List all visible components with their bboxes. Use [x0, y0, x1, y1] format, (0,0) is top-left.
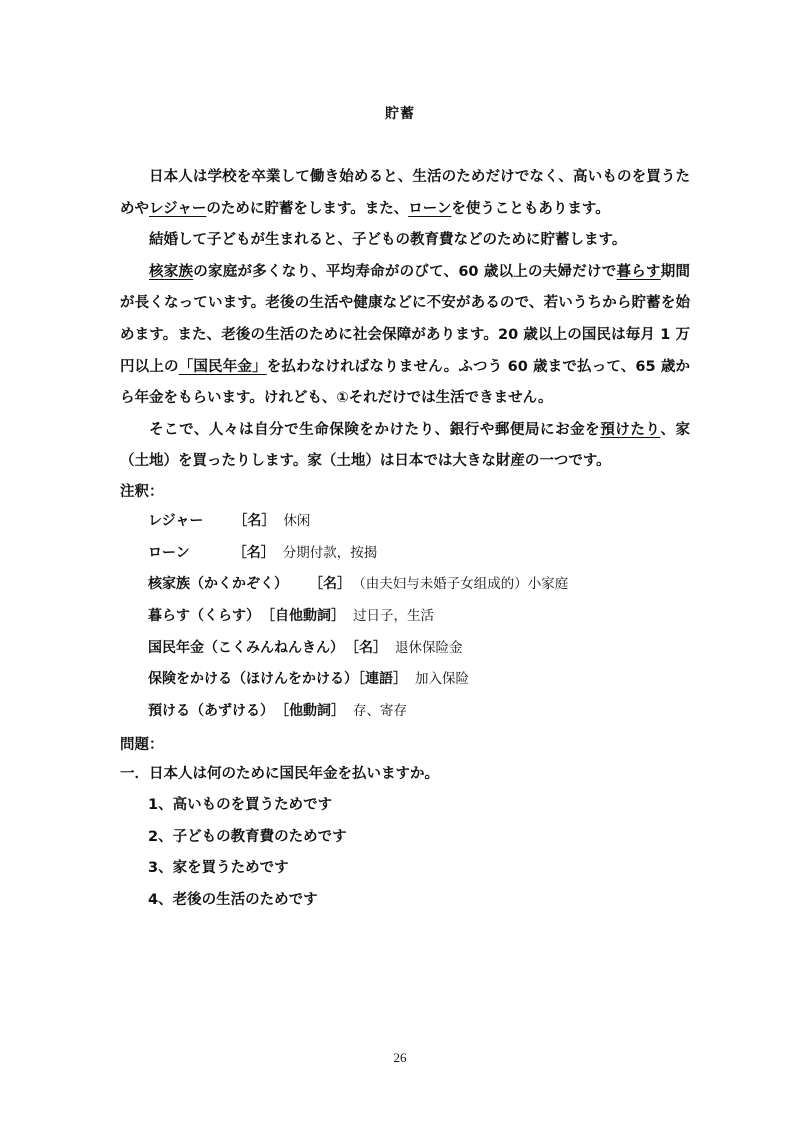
underlined-term: 「国民年金」 — [178, 358, 267, 375]
note-meaning: （由夫妇与未婚子女组成的）小家庭 — [359, 576, 569, 593]
notes-heading: 注釈： — [120, 484, 164, 500]
note-item — [148, 569, 688, 601]
note-meaning: 过日子，生活 — [353, 608, 434, 625]
text-run: 期間が長くなっています。老後の生活や健康などに不安があるので、若いうちから貯蓄を始めます。また、老後の生活のために社会保障があります。20 歳以上の国民は毎月 1 万円以上の — [120, 263, 691, 375]
underlined-term: 核家族 — [149, 263, 194, 280]
note-meaning: 退休保险金 — [395, 639, 463, 656]
notes-list — [148, 506, 688, 728]
note-item — [148, 538, 688, 570]
text-run: 日本人は学校を卒業して働き始めると、生活のためだけでなく、高いものを買うため — [120, 169, 690, 217]
note-part-of-speech: ［他動詞］ — [282, 703, 345, 720]
text-run: のために貯蓄をします。また、 — [206, 200, 409, 217]
note-part-of-speech: ［名］ — [352, 639, 387, 656]
text-run: を使うこともあります。 — [451, 200, 610, 217]
note-part-of-speech: ［名］ — [233, 513, 276, 529]
note-meaning: 休闲 — [283, 513, 311, 529]
note-item — [148, 633, 688, 665]
note-meaning: 分期付款，按揭 — [282, 544, 378, 561]
note-term: 預ける（あずける） — [148, 703, 274, 720]
underlined-term: 預けたり — [600, 421, 661, 438]
paragraph — [120, 162, 690, 225]
note-part-of-speech: ［連語］ — [358, 671, 407, 688]
answer-option: 3、家を買うためです — [148, 860, 289, 877]
options-list — [148, 790, 347, 916]
note-term: 核家族（かくかぞく） — [148, 576, 288, 593]
text-run: そこで、人々は自分で生命保険をかけたり、銀行や郵便局にお金を — [149, 421, 601, 438]
question-text: 一．日本人は何のために国民年金を払いますか。 — [120, 766, 439, 782]
questions-heading: 問題： — [120, 737, 164, 753]
answer-option: 1、高いものを買うためです — [148, 797, 333, 813]
note-item — [148, 601, 688, 633]
underlined-term: 暮らす — [616, 263, 661, 280]
note-meaning: 加入保险 — [415, 671, 469, 688]
underlined-term: レジャー — [149, 200, 207, 217]
note-item — [148, 664, 688, 696]
page-number: 26 — [393, 1050, 407, 1065]
paragraph — [120, 225, 690, 257]
note-term: 国民年金（こくみんねんきん） — [148, 639, 344, 656]
note-part-of-speech: ［自他動詞］ — [268, 608, 345, 625]
note-term: 暮らす（くらす） — [148, 608, 260, 625]
text-run: の家庭が多くなり、平均寿命がのびて、60 歳以上の夫婦だけで — [193, 263, 617, 280]
underlined-term: ローン — [408, 200, 452, 217]
paragraph — [120, 415, 690, 478]
text-run: を払わなければなりません。ふつう 60 歳まで払って、65 歳から年金をもらいます。けれども、①それだけでは生活できません。 — [120, 358, 691, 407]
note-term: 保険をかける（ほけんをかける） — [148, 671, 358, 688]
article-body — [120, 162, 690, 478]
text-run: 結婚して子どもが生まれると、子どもの教育費などのために貯蓄します。 — [149, 232, 627, 249]
note-item — [148, 506, 688, 538]
text-run: や — [134, 200, 149, 217]
note-term: ローン — [148, 544, 190, 561]
note-meaning: 存、寄存 — [353, 703, 407, 720]
text-run: 、家（土地）を買ったりします。家（土地）は日本では大きな財産の一つです。 — [120, 421, 691, 470]
note-term: レジャー — [148, 513, 204, 529]
paragraph — [120, 257, 690, 415]
answer-option: 4、老後の生活のためです — [148, 891, 318, 908]
page-title: 貯蓄 — [385, 106, 415, 122]
note-item — [148, 696, 688, 728]
note-part-of-speech: ［名］ — [232, 544, 275, 561]
note-part-of-speech: ［名］ — [316, 576, 351, 593]
answer-option: 2、子どもの教育費のためです — [148, 828, 347, 845]
